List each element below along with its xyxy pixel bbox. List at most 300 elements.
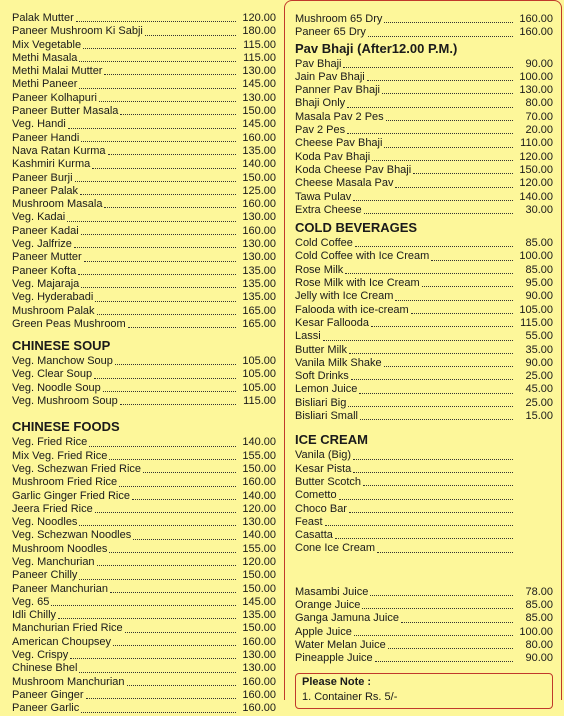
menu-item — [12, 355, 276, 368]
menu-item-price: 85.00 — [525, 237, 553, 250]
menu-item-price: 130.00 — [242, 91, 276, 104]
menu-item — [12, 118, 276, 131]
leader-dots — [51, 605, 236, 606]
menu-item — [295, 13, 553, 26]
menu-item-name: Ganga Jamuna Juice — [295, 612, 399, 625]
section-title-ice-cream: ICE CREAM — [295, 432, 368, 448]
menu-item — [295, 84, 553, 97]
menu-item-name: Paneer Mutter — [12, 251, 82, 264]
leader-dots — [145, 35, 236, 36]
leader-dots — [80, 194, 236, 195]
menu-item-price: 180.00 — [242, 25, 276, 38]
menu-item — [12, 569, 276, 582]
menu-item-name: Cheese Masala Pav — [295, 177, 394, 190]
menu-item-name: Veg. Jalfrize — [12, 238, 72, 251]
menu-item-price: 135.00 — [242, 277, 276, 290]
menu-item-price: 150.00 — [242, 105, 276, 118]
menu-item-price: 30.00 — [525, 203, 553, 216]
menu-item — [12, 450, 276, 463]
menu-item-price: 140.00 — [242, 489, 276, 502]
menu-item — [295, 626, 553, 639]
menu-item-price: 150.00 — [242, 569, 276, 582]
menu-item-name: Mushroom Masala — [12, 198, 103, 211]
menu-item — [295, 71, 553, 84]
menu-item-name: Nava Ratan Kurma — [12, 144, 106, 157]
menu-item-name: Methi Masala — [12, 51, 78, 64]
menu-item-name: Jain Pav Bhaji — [295, 70, 365, 83]
leader-dots — [384, 22, 513, 23]
menu-item — [295, 330, 553, 343]
menu-item — [12, 291, 276, 304]
menu-item-price: 90.00 — [525, 290, 553, 303]
leader-dots — [74, 247, 236, 248]
leader-dots — [355, 246, 513, 247]
menu-item-price: 140.00 — [242, 436, 276, 449]
leader-dots — [79, 61, 236, 62]
menu-group-juice — [295, 586, 553, 666]
menu-item-name: Mix Vegetable — [12, 38, 82, 51]
menu-item-name: Mushroom 65 Dry — [295, 13, 383, 25]
leader-dots — [109, 459, 236, 460]
menu-item-price: 85.00 — [525, 598, 553, 611]
menu-item-price: 85.00 — [525, 612, 553, 625]
menu-item — [12, 689, 276, 702]
menu-item-name: Veg. Schezwan Fried Rice — [12, 462, 142, 475]
menu-item-name: Green Peas Mushroom — [12, 317, 126, 330]
menu-item — [12, 490, 276, 503]
menu-item-price: 115.00 — [243, 51, 276, 64]
menu-item — [295, 290, 553, 303]
menu-item — [295, 237, 553, 250]
leader-dots — [349, 512, 513, 513]
section-title-pav-bhaji: Pav Bhaji (After12.00 P.M.) — [295, 40, 458, 56]
menu-item-price: 120.00 — [519, 177, 553, 190]
menu-item-name: Choco Bar — [295, 502, 347, 515]
menu-item-price: 140.00 — [242, 158, 276, 171]
menu-item — [295, 264, 553, 277]
menu-item-name: Vanila (Big) — [295, 449, 352, 462]
menu-item-price: 155.00 — [242, 542, 276, 555]
menu-item — [12, 649, 276, 662]
menu-item — [12, 78, 276, 91]
leader-dots — [388, 648, 513, 649]
menu-item-price: 160.00 — [242, 198, 276, 211]
menu-item-price: 160.00 — [242, 675, 276, 688]
menu-item-price: 145.00 — [242, 595, 276, 608]
menu-item-name: Cheese Pav Bhaji — [295, 137, 383, 150]
menu-item-price: 160.00 — [242, 224, 276, 237]
menu-item-price: 90.00 — [525, 356, 553, 369]
menu-item — [12, 92, 276, 105]
menu-item-price: 85.00 — [525, 263, 553, 276]
leader-dots — [359, 393, 513, 394]
menu-item-name: Kesar Fallooda — [295, 316, 369, 329]
menu-group-top — [295, 13, 553, 40]
menu-item-name: Bhaji Only — [295, 97, 346, 110]
leader-dots — [89, 446, 236, 447]
leader-dots — [81, 287, 236, 288]
menu-item-price: 95.00 — [525, 277, 553, 290]
menu-item-price: 120.00 — [242, 12, 276, 24]
menu-item — [295, 463, 553, 476]
menu-item — [295, 357, 553, 370]
menu-item — [12, 105, 276, 118]
menu-item-price: 160.00 — [242, 131, 276, 144]
leader-dots — [78, 274, 236, 275]
leader-dots — [81, 141, 236, 142]
leader-dots — [339, 499, 513, 500]
leader-dots — [70, 658, 236, 659]
menu-item-name: Water Melan Juice — [295, 638, 386, 651]
menu-item-price: 78.00 — [525, 585, 553, 598]
menu-item-price: 130.00 — [242, 251, 276, 264]
leader-dots — [109, 552, 236, 553]
menu-item — [12, 529, 276, 542]
menu-item-name: Bisliari Small — [295, 410, 358, 423]
leader-dots — [413, 173, 513, 174]
menu-item — [12, 609, 276, 622]
menu-item-name: Paneer Burji — [12, 171, 73, 184]
menu-item-price: 160.00 — [242, 688, 276, 701]
menu-item — [295, 599, 553, 612]
menu-item — [12, 368, 276, 381]
menu-item-name: Mushroom Noodles — [12, 542, 108, 555]
menu-item-price: 135.00 — [242, 609, 276, 622]
leader-dots — [125, 632, 236, 633]
menu-group-foods — [12, 436, 276, 715]
leader-dots — [363, 485, 513, 486]
leader-dots — [94, 378, 236, 379]
menu-item-price: 25.00 — [525, 370, 553, 383]
menu-item — [12, 476, 276, 489]
menu-item — [12, 158, 276, 171]
menu-item-price: 45.00 — [525, 383, 553, 396]
menu-item-price: 150.00 — [242, 582, 276, 595]
leader-dots — [92, 168, 236, 169]
leader-dots — [104, 74, 236, 75]
menu-item-price: 100.00 — [519, 70, 553, 83]
leader-dots — [411, 313, 513, 314]
menu-item — [12, 543, 276, 556]
menu-item-price: 165.00 — [242, 304, 276, 317]
leader-dots — [97, 565, 236, 566]
menu-item-price: 130.00 — [242, 649, 276, 662]
menu-item-name: Bisliari Big — [295, 396, 347, 409]
menu-item — [12, 278, 276, 291]
menu-item-name: Pav 2 Pes — [295, 124, 346, 137]
menu-item-name: Cold Coffee with Ice Cream — [295, 250, 430, 263]
menu-item — [295, 586, 553, 599]
menu-item-price: 125.00 — [242, 184, 276, 197]
leader-dots — [133, 539, 236, 540]
menu-item-name: Panner Pav Bhaji — [295, 84, 380, 97]
menu-item-name: Paneer Mushroom Ki Sabji — [12, 25, 143, 38]
leader-dots — [401, 622, 513, 623]
leader-dots — [68, 128, 236, 129]
menu-item-name: Veg. Schezwan Noodles — [12, 529, 132, 542]
leader-dots — [370, 595, 513, 596]
leader-dots — [81, 712, 236, 713]
menu-item-price: 20.00 — [525, 124, 553, 137]
menu-item-name: Veg. Crispy — [12, 649, 69, 662]
menu-item — [12, 52, 276, 65]
menu-item-name: Cold Coffee — [295, 237, 353, 250]
menu-item — [295, 529, 553, 542]
menu-item — [295, 111, 553, 124]
menu-item — [295, 542, 553, 555]
leader-dots — [75, 181, 236, 182]
menu-group-cold — [295, 237, 553, 423]
leader-dots — [360, 419, 513, 420]
leader-dots — [84, 261, 236, 262]
menu-group-ice — [295, 449, 553, 555]
menu-item-name: Masambi Juice — [295, 585, 369, 598]
menu-item — [12, 318, 276, 331]
menu-item-name: Mix Veg. Fried Rice — [12, 449, 108, 462]
leader-dots — [120, 404, 236, 405]
menu-item-name: Jeera Fried Rice — [12, 502, 93, 515]
menu-item-name: Veg. Handi — [12, 118, 66, 131]
menu-item-price: 80.00 — [525, 638, 553, 651]
menu-item-price: 25.00 — [525, 396, 553, 409]
leader-dots — [132, 499, 236, 500]
menu-item — [12, 238, 276, 251]
leader-dots — [76, 21, 236, 22]
menu-item — [12, 382, 276, 395]
menu-item-price: 150.00 — [242, 622, 276, 635]
leader-dots — [79, 672, 236, 673]
leader-dots — [371, 326, 513, 327]
menu-item-name: Rose Milk with Ice Cream — [295, 277, 420, 290]
menu-item-price: 120.00 — [242, 555, 276, 568]
menu-item-name: Veg. Mushroom Soup — [12, 395, 118, 408]
menu-item — [12, 503, 276, 516]
menu-item-name: Paneer Palak — [12, 184, 79, 197]
menu-item-price: 110.00 — [520, 137, 553, 150]
menu-item-price: 115.00 — [243, 38, 276, 51]
leader-dots — [95, 512, 236, 513]
menu-item-name: Palak Mutter — [12, 12, 74, 24]
menu-item-name: Paneer 65 Dry — [295, 26, 366, 39]
menu-item-name: Manchurian Fried Rice — [12, 622, 123, 635]
menu-item-name: Orange Juice — [295, 598, 361, 611]
menu-item-name: Paneer Butter Masala — [12, 105, 119, 118]
menu-item-name: Garlic Ginger Fried Rice — [12, 489, 130, 502]
menu-item-price: 145.00 — [242, 118, 276, 131]
menu-item — [12, 185, 276, 198]
section-title-chinese-foods: CHINESE FOODS — [12, 419, 120, 435]
leader-dots — [395, 187, 513, 188]
leader-dots — [79, 88, 236, 89]
leader-dots — [364, 213, 513, 214]
section-title-cold-beverages: COLD BEVERAGES — [295, 220, 418, 236]
menu-item-price: 115.00 — [520, 316, 553, 329]
leader-dots — [335, 538, 513, 539]
menu-item — [12, 583, 276, 596]
menu-item-price: 165.00 — [242, 317, 276, 330]
menu-item — [295, 137, 553, 150]
left-column — [0, 0, 282, 715]
menu-item-price: 105.00 — [242, 355, 276, 368]
menu-item-price: 115.00 — [243, 395, 276, 408]
menu-item-name: Veg. Kadai — [12, 211, 66, 224]
leader-dots — [367, 80, 513, 81]
leader-dots — [67, 221, 236, 222]
leader-dots — [362, 608, 513, 609]
menu-item-name: Methi Malai Mutter — [12, 65, 103, 78]
menu-item-price: 140.00 — [519, 190, 553, 203]
menu-item-name: Veg. Clear Soup — [12, 368, 93, 381]
menu-item-name: Paneer Manchurian — [12, 582, 109, 595]
menu-item — [12, 702, 276, 715]
menu-item — [295, 151, 553, 164]
menu-item — [295, 124, 553, 137]
leader-dots — [127, 685, 237, 686]
menu-item-price: 140.00 — [242, 529, 276, 542]
menu-item-price: 130.00 — [242, 238, 276, 251]
menu-item-name: Paneer Chilly — [12, 569, 78, 582]
menu-item — [12, 596, 276, 609]
leader-dots — [348, 406, 513, 407]
leader-dots — [86, 698, 236, 699]
leader-dots — [343, 67, 513, 68]
menu-item-name: Chinese Bhel — [12, 662, 78, 675]
section-title-chinese-soup: CHINESE SOUP — [12, 338, 111, 354]
leader-dots — [119, 486, 236, 487]
leader-dots — [325, 525, 513, 526]
menu-item — [295, 164, 553, 177]
right-column — [284, 0, 562, 704]
menu-item — [12, 516, 276, 529]
menu-item-price: 135.00 — [242, 264, 276, 277]
leader-dots — [431, 260, 513, 261]
menu-item — [295, 58, 553, 71]
leader-dots — [95, 301, 236, 302]
menu-item-name: American Choupsey — [12, 635, 112, 648]
menu-item-name: Vanila Milk Shake — [295, 356, 382, 369]
menu-item-name: Soft Drinks — [295, 370, 349, 383]
leader-dots — [353, 200, 513, 201]
menu-item — [295, 489, 553, 502]
menu-item-name: Mushroom Fried Rice — [12, 476, 118, 489]
menu-item-price: 150.00 — [519, 163, 553, 176]
menu-item — [295, 370, 553, 383]
menu-item — [12, 225, 276, 238]
menu-item-name: Kesar Pista — [295, 462, 352, 475]
menu-item-name: Methi Paneer — [12, 78, 78, 91]
menu-group-soup — [12, 355, 276, 408]
menu-item-name: Paneer Kolhapuri — [12, 91, 98, 104]
menu-item — [12, 463, 276, 476]
leader-dots — [97, 314, 236, 315]
menu-item-price: 130.00 — [519, 84, 553, 97]
menu-item-name: Veg. Fried Rice — [12, 436, 88, 449]
menu-item-price: 70.00 — [525, 110, 553, 123]
menu-item-name: Butter Milk — [295, 343, 347, 356]
menu-item-name: Butter Scotch — [295, 475, 362, 488]
menu-item — [12, 211, 276, 224]
menu-item-price: 90.00 — [525, 652, 553, 665]
menu-item-price: 160.00 — [242, 476, 276, 489]
menu-item-price: 135.00 — [242, 144, 276, 157]
menu-item — [295, 304, 553, 317]
menu-item — [12, 132, 276, 145]
menu-item-name: Paneer Kofta — [12, 264, 77, 277]
menu-item — [12, 172, 276, 185]
leader-dots — [108, 154, 236, 155]
leader-dots — [143, 472, 236, 473]
menu-item-name: Mushroom Manchurian — [12, 675, 125, 688]
menu-item-price: 130.00 — [242, 516, 276, 529]
leader-dots — [347, 133, 513, 134]
note-item: 1. Container Rs. 5/- — [302, 691, 398, 704]
menu-item-name: Veg. 65 — [12, 595, 50, 608]
menu-item-price: 150.00 — [242, 171, 276, 184]
menu-item — [295, 516, 553, 529]
leader-dots — [99, 101, 236, 102]
leader-dots — [382, 93, 513, 94]
menu-group-pav — [295, 58, 553, 218]
menu-item — [295, 250, 553, 263]
menu-item — [12, 39, 276, 52]
menu-item — [12, 265, 276, 278]
menu-item — [12, 145, 276, 158]
menu-item-name: Falooda with ice-cream — [295, 303, 409, 316]
menu-item — [12, 65, 276, 78]
leader-dots — [79, 525, 236, 526]
leader-dots — [353, 472, 513, 473]
menu-item — [295, 383, 553, 396]
menu-item-name: Cone Ice Cream — [295, 542, 376, 555]
menu-item — [295, 449, 553, 462]
menu-item-name: Pineapple Juice — [295, 652, 373, 665]
menu-item — [12, 198, 276, 211]
menu-item — [295, 652, 553, 665]
menu-group-main — [12, 12, 276, 331]
menu-item-name: Paneer Handi — [12, 131, 80, 144]
menu-item-price: 145.00 — [242, 78, 276, 91]
menu-item-price: 160.00 — [242, 635, 276, 648]
leader-dots — [81, 234, 236, 235]
menu-item-name: Mushroom Palak — [12, 304, 95, 317]
menu-item-price: 130.00 — [242, 662, 276, 675]
menu-item-price: 105.00 — [519, 303, 553, 316]
menu-item-name: Lassi — [295, 330, 321, 343]
leader-dots — [368, 36, 513, 37]
menu-item-name: Masala Pav 2 Pes — [295, 110, 384, 123]
menu-item — [12, 436, 276, 449]
menu-item-name: Veg. Hyderabadi — [12, 291, 94, 304]
menu-item — [12, 305, 276, 318]
menu-item — [295, 612, 553, 625]
menu-item — [12, 622, 276, 635]
menu-item — [295, 204, 553, 217]
menu-item — [12, 25, 276, 38]
leader-dots — [79, 579, 236, 580]
menu-item-price: 105.00 — [242, 368, 276, 381]
leader-dots — [104, 207, 236, 208]
leader-dots — [349, 353, 513, 354]
menu-item-name: Paneer Ginger — [12, 688, 84, 701]
menu-item-name: Pav Bhaji — [295, 57, 342, 70]
leader-dots — [372, 160, 513, 161]
menu-item-name: Veg. Noodles — [12, 516, 78, 529]
menu-item-price: 135.00 — [242, 291, 276, 304]
leader-dots — [353, 459, 513, 460]
menu-item-price: 155.00 — [242, 449, 276, 462]
leader-dots — [384, 147, 513, 148]
menu-item-name: Koda Cheese Pav Bhaji — [295, 163, 412, 176]
